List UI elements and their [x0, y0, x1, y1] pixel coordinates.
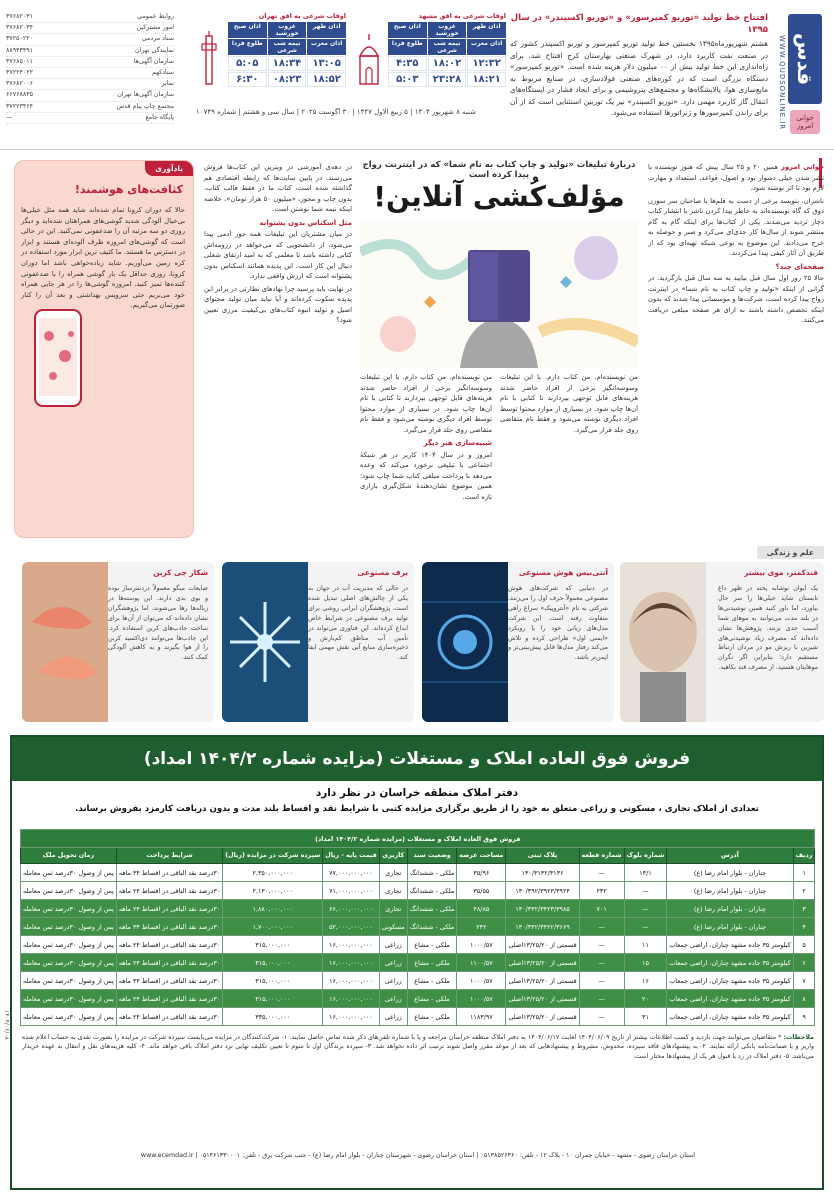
table-cell: ۱۱۸۳/۹۷ [457, 1008, 506, 1026]
contact-number[interactable]: ۳۷۶۸۲۰۰۶ [6, 80, 34, 88]
contact-number[interactable]: ۳۷۶۸۲۰۳۱ [6, 13, 34, 20]
table-cell: ۲۴۲ [457, 918, 506, 936]
prayer-time-label: اذان مغرب [307, 39, 346, 55]
table-column-header: پلاک ثبتی [506, 848, 579, 864]
table-column-header: کاربری [379, 848, 407, 864]
table-cell: — [624, 900, 667, 918]
table-cell: زراعی [379, 972, 407, 990]
issue-date: شنبه ۸ شهریور ۱۴۰۴ | ۵ ربیع الاول ۱۴۴۷ | ۳۰ آگوست ۲۰۲۵ | سال سی و هشتم | شماره ۱۰۷۴۹ [196, 108, 476, 116]
table-cell: قسمتی از ۱۳/۲۵/۲۰اصلی [506, 990, 579, 1008]
contact-label: نمابر [161, 80, 174, 88]
table-cell: ۱۳۰/۳۱۳۲/۳۱۳۶ [506, 864, 579, 882]
auction-title: فروش فوق العاده املاک و مستغلات (مزایده شماره ۱۴۰۴/۲ امداد) [12, 737, 822, 781]
contact-number[interactable]: ۸۸۹۴۳۴۹۱ [6, 46, 34, 54]
table-cell: ۳۰درصد نقد الباقی در اقساط ۲۴ ماهه [116, 882, 223, 900]
auction-footer: استان خراسان رضوی - مشهد - خیابان چمران ۱۰ - پلاک ۱۲ - تلفن: ۰۵۱۳۸۵۲۶۳۶۰ | استان خراسان رضوی - شهرستان چناران - بلوار امام رضا (ع) - جنب شرکت برق - تلفن: ۰۵۱۴۶۱۳۳۰۰۰۱ | www.ecemdad.ir [140, 1152, 696, 1159]
reminder-title: کثافت‌های هوشمند! [74, 183, 183, 196]
table-cell: ۶۶,۰۰۰,۰۰۰,۰۰۰ [323, 900, 380, 918]
table-cell: — [579, 864, 624, 882]
table-cell: — [579, 1008, 624, 1026]
reminder-box [14, 160, 194, 538]
article-title: مؤلف‌کُشی آنلاین! [373, 180, 625, 213]
prayer-time-value: ۵:۰۵ [228, 56, 267, 71]
article-column-mid-2 [500, 372, 638, 538]
prayer-time-label: اذان صبح [228, 22, 267, 38]
table-row [21, 972, 815, 990]
article-paragraph: ناشران، بنویسد برخی از دست به قلم‌ها با صاحبان سر سوزن ذوق که گاه نویسنده‌اند به خاطر پیدا کردن ناشر با انتشار کتاب دچار تردید می‌شدند. یکی از کتاب‌ها برای اینکه گام به گام منتشر شوند از سال‌ها کار جدی‌ای می‌کرد و صبر و حوصله به خرج می‌دادند. این موضوع به نوعی شبکه تهیه‌ای بود که از طریق آن آثار کیفی پیدا می‌کردند. [648, 196, 824, 257]
science-card-title: قندکمتر، موی بیشتر [744, 568, 818, 577]
article-paragraph: در میان مشتریان این تبلیغات همه جور آدمی پیدا می‌شود، از دانشجویی که می‌خواهد در رزومه‌اش کتابی داشته باشد تا معلمی که به امید ارتقای شغلی دنبال این کار است. این پدیده همانند اسکناس بدون پشتوانه است که ارزش واقعی ندارد. [204, 230, 352, 280]
prayer-time-label: غروب خورشید [268, 22, 307, 38]
prayer-time-value: ۱۸:۰۲ [428, 56, 467, 71]
auction-table [20, 829, 815, 1026]
table-cell: ملکی - مشاع [407, 954, 456, 972]
reminder-body: حالا که دوران کرونا تمام شده‌اند شاید همه مثل خیلی‌ها بی‌خیال آلودگی شدید گوشی‌های همراهتان شده‌اید و دیگر روزی دو سه مرتبه آن را ضدعفونی نمی‌کنید. این در حالی است که گوشی‌های امروزه ظرف آلوده‌ای هستند و ابزار در دسترس ما هستند. ما کثیف ترین ابزار مورد استفاده در کره زمین می‌آوریم. شاید زیاده‌خواهی باشد اما دوران کرونا، روزی حداقل یک بار گوشی همراه را با ضدعفونی کننده‌ها تمیز کنید. امروزه گوشی‌ها را در هر جایی همراه خود می‌بریم حتی سرویس بهداشتی و بعد آن را کنار صورتمان می‌گیریم. [21, 206, 185, 310]
table-cell: ۱ [793, 864, 815, 882]
table-cell: ۳ [793, 900, 815, 918]
article-lead: همین ۲۰ و ۲۵ سال پیش که هنوز نویسنده با نشر شدن خیلی دشوار بود و اصول، قواعد، استعداد و مهارت لازم بود تا اثر نوشته شود، [648, 163, 824, 192]
table-cell: ۱۰۰۰/۵۷ [457, 990, 506, 1008]
table-cell: چناران - بلوار امام رضا (ع) [667, 918, 793, 936]
subhead-unbacked-note: مثل اسکناس بدون پشتوانه [259, 218, 352, 227]
shrimp-image [22, 562, 108, 722]
table-cell: پس از وصول ۳۰درصد ثمن معامله [21, 882, 117, 900]
table-cell: ۲۰ [624, 990, 667, 1008]
table-cell: ملکی - ششدانگ [407, 918, 456, 936]
article-kicker: دربارهٔ تبلیغات «تولید و چاپ کتاب به نام شما» که در اینترنت رواج پیدا کرده است [362, 160, 636, 180]
table-cell: ۷ [793, 972, 815, 990]
table-row [21, 954, 815, 972]
table-cell: ۳۰درصد نقد الباقی در اقساط ۲۴ ماهه [116, 936, 223, 954]
table-cell: ۱۱۰۰/۵۷ [457, 954, 506, 972]
contact-row [6, 79, 174, 90]
table-cell: — [624, 918, 667, 936]
contact-label: روابط عمومی [137, 13, 174, 20]
table-cell: ۳۰درصد نقد الباقی در اقساط ۳۴ ماهه [116, 864, 223, 882]
science-card-carbon [22, 562, 214, 722]
contact-number[interactable]: ۳۷۲۲۳۴۶۴ [6, 102, 34, 110]
table-cell: پس از وصول ۳۰درصد ثمن معامله [21, 900, 117, 918]
table-cell: ملکی - مشاع [407, 936, 456, 954]
contact-label: ستاد مردمی [141, 35, 174, 43]
auction-notes-text: * متقاضیان می‌توانند جهت بازدید و کسب اطلاعات بیشتر از تاریخ ۱۴۰۴/۰۶/۰۹ لغایت ۱۴۰۴/۰۶/۱۷ به دفتر املاک منطقه خراسان مراجعه و یا با شماره تلفن‌های ذکر شده تماس حاصل نمایند. ۱- شرکت‌کنندگان در مزایده می‌بایست سپرده شرکت در مزایده را بصورت نقدی به حساب اعلام شده واریز و یا ضمانت‌نامه بانکی ارائه نمایند. ۲- به پیشنهادهای فاقد سپرده، مخدوش، مشروط و پیشنهادهایی که بعد از موعد مقرر واصل شوند ترتیب اثر داده نخواهد شد. ۳- سپرده برندگان اول تا سوم تا تعیین تکلیف نهایی نزد دفتر املاک باقی خواهد ماند. ۴- کلیه هزینه‌های نقل و انتقال به عهده خریدار می‌باشد. ۵- دفتر املاک در رد یا قبول هر یک از پیشنهادها مختار است. [22, 1034, 815, 1060]
contact-row [6, 46, 174, 57]
article-column-left [204, 162, 352, 538]
auction-organization: دفتر املاک منطقه خراسان در نظر دارد [315, 787, 519, 799]
table-cell: ۱۶,۰۰۰,۰۰۰,۰۰۰ [323, 1008, 380, 1026]
table-cell: — [579, 936, 624, 954]
table-cell: — [579, 954, 624, 972]
table-cell: تجاری [379, 864, 407, 882]
article-paragraph: من نویسنده‌ام. من کتاب دارم. با این تبلیغات وسوسه‌انگیز برخی از افراد حاضر شدند هزینه‌های قابل توجهی بپردازند تا کتابی با نام آن‌ها چاپ شود. در بسیاری از موارد محتوا توسط افراد دیگری نوشته می‌شود و فقط نام متقاضی روی جلد قرار می‌گیرد. [500, 373, 638, 434]
table-cell: ۱,۷۰۰,۰۰۰,۰۰۰ [223, 918, 323, 936]
prayer-time-value: ۵:۰۳ [388, 72, 427, 87]
table-cell: ۱۳۰/۳۴۲/۳۴۲۲/۳۶۶۹ [506, 918, 579, 936]
article-column-mid [360, 372, 492, 538]
prayer-time-value: ۴:۳۵ [388, 56, 427, 71]
contact-row [6, 34, 174, 45]
table-cell: پس از وصول ۳۰درصد ثمن معامله [21, 918, 117, 936]
auction-advertisement [10, 735, 824, 1190]
table-cell: — [579, 972, 624, 990]
prayer-time-label: اذان ظهر [467, 22, 506, 38]
tower-icon [196, 30, 222, 88]
table-cell: قسمتی از ۱۳/۲۵/۲۰اصلی [506, 972, 579, 990]
prayer-time-label: اذان مغرب [467, 39, 506, 55]
table-cell: ۱,۸۸۰,۰۰۰,۰۰۰ [223, 900, 323, 918]
table-cell: کیلومتر ۳۵ جاده مشهد چناران، اراضی جمعاب [667, 936, 793, 954]
table-cell: ۲,۳۵۰,۰۰۰,۰۰۰ [223, 864, 323, 882]
table-cell: ۳۱۵,۰۰۰,۰۰۰ [223, 954, 323, 972]
table-cell: ۱۱ [624, 936, 667, 954]
table-cell: ۵ [793, 936, 815, 954]
science-card-snow [222, 562, 414, 722]
table-column-header: مساحت عرصه [457, 848, 506, 864]
table-cell: ۹ [793, 1008, 815, 1026]
table-column-header: قیمت پایه - ریال [323, 848, 380, 864]
science-card-title: شکار چی کربن [153, 568, 208, 577]
contact-label: سازمان آگهی‌ها تهران [117, 91, 174, 99]
table-cell: ۳۱۵,۰۰۰,۰۰۰ [223, 990, 323, 1008]
contact-number[interactable]: — [6, 113, 13, 121]
contact-label: نمایندگی تهران [134, 46, 174, 54]
table-cell: چناران - بلوار امام رضا (ع) [667, 882, 793, 900]
table-column-header: شماره بلوک [624, 848, 667, 864]
table-cell: ۷۰۱ [579, 900, 624, 918]
contact-row [6, 102, 174, 113]
table-cell: ۸ [793, 990, 815, 1008]
table-cell: زراعی [379, 990, 407, 1008]
table-cell: ۳۵/۹۶ [457, 864, 506, 882]
science-card-title: آنتی‌بیس هوش مصنوعی [518, 568, 608, 577]
contact-number[interactable]: ۳۷۶۸۵۰۱۱ [6, 57, 34, 65]
table-cell: ۲ [793, 882, 815, 900]
ai-image [422, 562, 508, 722]
table-cell: پس از وصول ۳۰درصد ثمن معامله [21, 864, 117, 882]
headline-title: افتتاح خط تولید «توربو کمپرسور» و «توربو اکسپندر» در سال ۱۳۹۵ [510, 13, 768, 35]
table-cell: ۳۳۵,۰۰۰,۰۰۰ [223, 1008, 323, 1026]
table-column-header: زمان تحویل ملک [21, 848, 117, 864]
table-cell: ۱۶,۰۰۰,۰۰۰,۰۰۰ [323, 954, 380, 972]
table-column-header: وضعیت سند [407, 848, 456, 864]
auction-notes-label: ملاحظات: [783, 1034, 814, 1041]
table-cell: ملکی - مشاع [407, 990, 456, 1008]
table-cell: تجاری [379, 900, 407, 918]
table-cell: پس از وصول ۳۰درصد ثمن معامله [21, 1008, 117, 1026]
masthead [0, 0, 834, 150]
table-column-header: ردیف [793, 848, 815, 864]
prayer-time-value: ۰۸:۲۳ [268, 72, 307, 87]
table-row [21, 990, 815, 1008]
table-cell: ملکی - مشاع [407, 972, 456, 990]
prayer-time-value: ۱۸:۳۴ [268, 56, 307, 71]
table-cell: ۵۲,۰۰۰,۰۰۰,۰۰۰ [323, 918, 380, 936]
auction-intro: تعدادی از املاک تجاری ، مسکونی و زراعی متعلق به خود را از طریق برگزاری مزایده کتبی با شرایط نقد و اقساط بلند مدت و بدون دریافت کارمزد بفروش برساند. [75, 804, 759, 814]
contact-number[interactable]: ۳۷۶۸۲۰۳۴ [6, 24, 34, 32]
table-cell: ۳۰درصد نقد الباقی در اقساط ۲۴ ماهه [116, 900, 223, 918]
table-row [21, 864, 815, 882]
science-card-body: ضایعات میگو معمولاً دردسرساز بوده و بوی بدی دارند. این پوسته‌ها در زباله‌ها رها می‌شوند، اما پژوهشگران نشان داده‌اند که می‌توان از آن‌ها برای ساخت جاذب‌های کربن استفاده کرد. این جاذب‌ها می‌توانند دی‌اکسید کربن را از هوا بگیرند و به کاهش آلودگی کمک کنند. [108, 585, 208, 662]
contact-label: امور مشترکین [136, 24, 174, 32]
headline-block [510, 12, 768, 119]
table-row [21, 882, 815, 900]
auction-notes [22, 1033, 814, 1061]
table-cell: ۳۱۵,۰۰۰,۰۰۰ [223, 972, 323, 990]
contact-number[interactable]: ۳۷۲۵۰۲۲۰ [6, 35, 34, 43]
science-section [10, 546, 824, 724]
headline-body: هشتم شهریورماه۱۳۹۵ نخستین خط تولید توربو کمپرسور و توربو اکسپندر کشور که در صنعت نفت کاربرد دارد، در شهرک صنعتی بهارستان کرج افتتاح شد. برای راه‌اندازی این خط تولید بیش از ۰۰ میلیون دلار هزینه شده است. «توربو کمپرسور» دستگاه بزرگی است که در کوره‌های صنعتی فولادسازی، در صنایع مربوط به مایع‌سازی هوا، پالایشگاه‌ها و مجتمع‌های پتروشیمی و برای ایجاد فشار در ایستگاه‌های انتقال گاز کاربرد مهمی دارد. «توربو اکسپندر» نیز یک توربین استثنایی است که از آن برای راندن کمپرسورها و ژنراتورها استفاده می‌شود. [510, 39, 768, 117]
table-cell: کیلومتر ۳۵ جاده مشهد چناران، اراضی جمعاب [667, 972, 793, 990]
table-cell: پس از وصول ۳۰درصد ثمن معامله [21, 990, 117, 1008]
table-cell: ۳۰درصد نقد الباقی در اقساط ۳۴ ماهه [116, 918, 223, 936]
contact-label: مجتمع چاپ پیام قدس [116, 102, 174, 110]
table-cell: ۳۰درصد نقد الباقی در اقساط ۲۴ ماهه [116, 954, 223, 972]
prayer-times [178, 12, 506, 104]
table-cell: ملکی - ششدانگ [407, 864, 456, 882]
table-cell: ملکی - مشاع [407, 1008, 456, 1026]
table-cell: — [579, 918, 624, 936]
article-paragraph: امروز و در سال ۱۴۰۴ کاربر در هر شبکهٔ اجتماعی با تبلیغی برخورد می‌کند که وعده می‌دهد با پرداخت مبلغی کتاب شما چاپ شود؛ همین موضوع نشان‌دهندهٔ شکل‌گیری بازاری تازه است. [360, 450, 492, 501]
table-cell: ۴۸/۸۵ [457, 900, 506, 918]
prayer-time-label: اذان صبح [388, 22, 427, 38]
table-cell: کیلومتر ۳۵ جاده مشهد چناران، اراضی جمعاب [667, 990, 793, 1008]
table-cell: ۱۶ [624, 972, 667, 990]
prayer-time-label: طلوع فردا [228, 39, 267, 55]
table-cell: ۱۳۰/۳۹۲/۳۹۲۳/۳۹۲۴ [506, 882, 579, 900]
table-cell: ۱۰۰۰/۵۷ [457, 972, 506, 990]
prayer-time-value: ۱۸:۵۲ [307, 72, 346, 87]
article-illustration [360, 222, 638, 368]
table-cell: چناران - بلوار امام رضا (ع) [667, 900, 793, 918]
subhead-price-per-page: صفحه‌ای چند؟ [775, 262, 824, 271]
auction-table-caption: فروش فوق العاده املاک و مستغلات (مزایده شماره ۱۴۰۴/۲ امداد) [21, 830, 815, 848]
table-column-header: سپرده شرکت در مزایده (ریال) [223, 848, 323, 864]
table-cell: قسمتی از ۱۳/۲۵/۲۰اصلی [506, 936, 579, 954]
contact-label: ستادکهم [152, 69, 174, 77]
snow-image [222, 562, 308, 722]
prayer-times-tehran [228, 12, 346, 87]
table-cell: کیلومتر ۳۵ جاده مشهد چناران، اراضی جمعاب [667, 1008, 793, 1026]
contact-row [6, 113, 174, 124]
table-column-header: آدرس [667, 848, 793, 864]
article-paragraph: در نهایت باید پرسید چرا نهادهای نظارتی در برابر این پدیده سکوت کرده‌اند و آیا نباید میان تولید محتوای اصیل و تولید انبوه کتاب‌های بی‌کیفیت مرزی تعیین شود؟ [204, 284, 352, 324]
prayer-grid-mashhad [388, 22, 506, 87]
table-cell: ۲,۱۳۰,۰۰۰,۰۰۰ [223, 882, 323, 900]
table-cell: کیلومتر ۳۵ جاده مشهد چناران، اراضی جمعاب [667, 954, 793, 972]
table-cell: ۱۰۰۰/۵۷ [457, 936, 506, 954]
prayer-times-mashhad-title: اوقات شرعی به افق مشهد [418, 12, 506, 20]
table-cell: چناران - بلوار امام رضا (ع) [667, 864, 793, 882]
contact-label: پایگاه جامع [145, 113, 174, 121]
science-card-title: برف مصنوعی [357, 568, 408, 577]
table-cell: ۳۱ [624, 1008, 667, 1026]
article-column-right [648, 162, 824, 538]
table-cell: — [579, 990, 624, 1008]
article-paragraph: حالا ۲۵ روز اول سال قبل بیایید به سه سال قبل بازگردید. در گرانی از اینکه «تولید و چاپ کتاب به نام شما» در اینترنت رواج پیدا کرده است، شرکت‌ها و موسساتی پیدا شدند که بدون اینکه تخصص داشته باشند به ازای هر صفحه مبلغی دریافت می‌کنند. [648, 274, 824, 324]
contact-row [6, 12, 174, 23]
table-cell: ۴ [793, 918, 815, 936]
table-cell: ۱۶,۰۰۰,۰۰۰,۰۰۰ [323, 972, 380, 990]
prayer-times-tehran-title: اوقات شرعی به افق تهران [258, 12, 346, 20]
prayer-time-value: ۱۸:۲۱ [467, 72, 506, 87]
table-cell: قسمتی از ۱۳/۲۵/۲۰اصلی [506, 1008, 579, 1026]
table-cell: زراعی [379, 1008, 407, 1026]
prayer-time-label: غروب خورشید [428, 22, 467, 38]
article-paragraph: در دهه‌ی آموزشی در ویترین این کتاب‌ها فروش می‌رسند. در پایین سایت‌ها که رابطه اقتصادی هم گذاشته شده است، کتاب ما در فقط قالب کتاب، بدون چاپ و مجوز، «میلیون ۵۰ هزار تومان»، خلاصه اینکه نیمه شما نوشتن است. [204, 163, 352, 213]
table-cell: ۷۷,۰۰۰,۰۰۰,۰۰۰ [323, 864, 380, 882]
hover-badge: خوانی امروز [790, 110, 820, 134]
science-card-body: در حالی که مدیریت آب در جهان به یکی از چالش‌های اصلی تبدیل شده است، پژوهشگران ایرانی روشی برای تولید برف مصنوعی در شرایط خاص ابداع کرده‌اند. این فناوری می‌تواند در تأمین آب مناطق کم‌بارش و ذخیره‌سازی منابع آبی نقش مهمی ایفا کند. [308, 585, 408, 662]
table-row [21, 900, 815, 918]
table-cell: مسکونی [379, 918, 407, 936]
table-cell: زراعی [379, 936, 407, 954]
prayer-time-value: ۶:۳۰ [228, 72, 267, 87]
table-cell: ۱۵ [624, 954, 667, 972]
table-row [21, 1008, 815, 1026]
table-cell: زراعی [379, 954, 407, 972]
table-cell: — [624, 882, 667, 900]
table-cell: ۱۳۰/۳۴۲/۳۴۲۳/۳۹۸۵ [506, 900, 579, 918]
contact-row [6, 68, 174, 79]
table-column-header: شماره قطعه [579, 848, 624, 864]
table-cell: ۲۳۲ [579, 882, 624, 900]
table-cell: ملکی - ششدانگ [407, 900, 456, 918]
dirty-phone-icon [25, 306, 91, 416]
table-cell: تجاری [379, 882, 407, 900]
table-cell: ۷۱,۰۰۰,۰۰۰,۰۰۰ [323, 882, 380, 900]
table-row [21, 936, 815, 954]
table-column-header: شرایط پرداخت [116, 848, 223, 864]
auction-table-body [21, 864, 815, 1026]
section-label: خوانی امروز [781, 163, 824, 171]
prayer-time-value: ۲۳:۲۸ [428, 72, 467, 87]
table-cell: ۶ [793, 954, 815, 972]
auction-table-header [21, 848, 815, 864]
reminder-tab: یادآوری [145, 161, 193, 176]
science-card-body: یک ایوان نوشابه پخته در ظهر داغ تابستان شاید خیلی‌ها را سر حال بیاورد، اما باور کنید همین نوشیدنی‌ها در بلند مدت می‌توانند به موهای شما آسیب جدی بزنند. پژوهش‌ها نشان داده‌اند که مصرف زیاد نوشیدنی‌های شیرین با ریزش مو در مردان ارتباط مستقیم دارد؛ بنابراین اگر نگران موهایتان هستید، از مصرف قند بکاهید. [718, 585, 818, 672]
table-cell: ۱۳/۱ [624, 864, 667, 882]
mosque-icon [356, 30, 382, 88]
table-cell: ۱۶,۰۰۰,۰۰۰,۰۰۰ [323, 990, 380, 1008]
prayer-time-label: نیمه شب شرعی [268, 39, 307, 55]
hair-loss-image [620, 562, 706, 722]
prayer-grid-tehran [228, 22, 346, 87]
prayer-time-value: ۱۲:۳۲ [467, 56, 506, 71]
contact-row [6, 90, 174, 101]
table-cell: ۳۰درصد نقد الباقی در اقساط ۲۴ ماهه [116, 990, 223, 1008]
contact-row [6, 23, 174, 34]
prayer-time-label: طلوع فردا [388, 39, 427, 55]
science-card-body: در دنیایی که شرکت‌های هوش مصنوعی معمولاً حرف اول را می‌زنند، شرکتی به نام «آنتروپیک» سراغ راهی متفاوت رفته است. این شرکت مدل‌های زبانی خود را با رویکرد «ایمنی اول» طراحی کرده و تلاش می‌کند رفتار مدل‌ها قابل پیش‌بینی‌تر و ایمن‌تر باشد. [508, 585, 608, 662]
subhead-imitation: شبیه‌سازی هنر دیگر [423, 439, 492, 447]
science-section-tag: علم و زندگی [757, 546, 824, 559]
contacts-list [6, 12, 174, 124]
table-cell: ۳۰درصد نقد الباقی در اقساط ۲۴ ماهه [116, 1008, 223, 1026]
article-paragraph: من نویسنده‌ام. من کتاب دارم. با این تبلیغات وسوسه‌انگیز برخی از افراد حاضر شدند هزینه‌های قابل توجهی بپردازند تا کتابی با نام آن‌ها چاپ شود. در بسیاری از موارد محتوا توسط افراد دیگری نوشته می‌شود و فقط نام متقاضی روی جلد قرار می‌گیرد. [360, 373, 492, 434]
contact-label: سازمان آگهی‌ها [133, 57, 174, 65]
author-book-illustration [360, 222, 638, 368]
prayer-time-label: نیمه شب شرعی [428, 39, 467, 55]
prayer-time-label: اذان ظهر [307, 22, 346, 38]
science-card-ai [422, 562, 614, 722]
contact-number[interactable]: ۶۶۷۶۸۸۳۵ [6, 91, 34, 99]
site-url[interactable]: WWW.QUDSONLINE.IR [778, 34, 786, 130]
table-cell: ۳۰درصد نقد الباقی در اقساط ۳۴ ماهه [116, 972, 223, 990]
table-row [21, 918, 815, 936]
contact-number[interactable]: ۳۷۲۲۴۰۲۲ [6, 69, 34, 77]
side-code: ۱۴۰۴/۰۶/۰۸ [3, 1010, 10, 1040]
table-cell: ۳۱۵,۰۰۰,۰۰۰ [223, 936, 323, 954]
table-cell: پس از وصول ۳۰درصد ثمن معامله [21, 936, 117, 954]
table-cell: ۱۶,۰۰۰,۰۰۰,۰۰۰ [323, 936, 380, 954]
prayer-times-mashhad [388, 12, 506, 87]
logo[interactable]: قدس [788, 14, 822, 104]
table-cell: پس از وصول ۳۰درصد ثمن معامله [21, 954, 117, 972]
table-cell: قسمتی از ۱۳/۲۵/۲۰اصلی [506, 954, 579, 972]
prayer-time-value: ۱۳:۰۵ [307, 56, 346, 71]
table-cell: ملکی - ششدانگ [407, 882, 456, 900]
table-cell: پس از وصول ۳۰درصد ثمن معامله [21, 972, 117, 990]
table-cell: ۳۵/۵۵ [457, 882, 506, 900]
science-card-hair [620, 562, 824, 722]
contact-row [6, 57, 174, 68]
